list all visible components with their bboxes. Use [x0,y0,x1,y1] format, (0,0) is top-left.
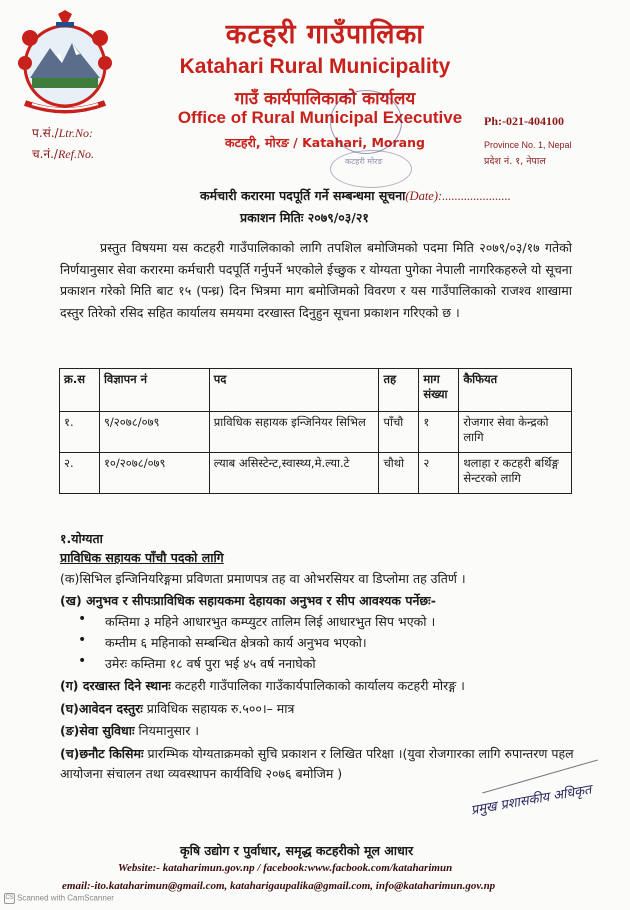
footer-slogan: कृषि उद्योग र पुर्वाधार, समृद्ध कटहरीको मूल आधार [180,843,414,858]
date-label: (Date):...................... [405,189,511,203]
table-cell: चौथो [379,453,419,494]
qualification-gha-value: प्राविधिक सहायक रु.५००।– मात्र [142,701,295,716]
qualification-nga [60,722,580,739]
table-cell: थलाहा र कटहरी बर्थिङ्ग सेन्टरको लागि [459,453,572,494]
table-row [60,453,572,494]
office-title-english: Office of Rural Municipal Executive [177,108,463,127]
camscanner-watermark [4,893,114,904]
table-cell: १०/२०७८/०७९ [99,453,209,494]
list-item: कम्तीम ६ महिनाको सम्बन्धित क्षेत्रको कार्य अनुभव भएको। [105,635,367,650]
vacancy-table [59,368,572,494]
table-cell: ९/२०७८/०७९ [99,412,209,453]
qualification-gha [60,700,580,717]
notice-body-paragraph: प्रस्तुत विषयमा यस कटहरी गाउँपालिकाको लागि तपशिल बमोजिमको पदमा मिति २०७९/०३/१७ गतेको निर्णयानुसार सेवा करारमा कर्मचारी पदपूर्ति गर्नुपर्ने भएकोले ईच्छुक र योग्यता पुगेका नेपाली नागरिकहरुले यो सूचना प्रकाशन गरेको मिति बाट १५ (पन्ध्र) दिन भित्रमा माग बमोजिमको विवरण र यस गाउँपालिकाको राजश्व शाखामा दस्तुर तिरेको रसिद सहित कार्यालय समयमा दरखास्त दिनुहुन सूचना प्रकाशन गरिएको छ । [60,240,572,320]
letter-number-label-en: Ltr.No: [58,126,93,140]
table-cell: २. [60,453,100,494]
list-item: उमेरः कम्तिमा १८ वर्ष पुरा भई ४५ वर्ष ननाघेको [105,656,316,671]
table-header-row [60,369,572,412]
table-cell: पाँचौ [379,412,419,453]
letter-number-label [32,124,93,141]
province-nepali: प्रदेश नं. १, नेपाल [484,156,546,167]
qualification-ga [60,677,580,694]
qualification-gha-label: (घ)आवेदन दस्तुरः [60,701,143,716]
official-signature: प्रमुख प्रशासकीय अधिकृत [469,782,593,819]
table-header-cell: विज्ञापन नं [99,369,209,412]
table-cell: प्राविधिक सहायक इन्जिनियर सिभिल [209,412,379,453]
table-cell: २ [419,453,459,494]
table-header-cell: तह [379,369,419,412]
stamp-text: कटहरी मोरङ [345,157,383,166]
table-header-cell: माग संख्या [419,369,459,412]
table-cell: ल्याब असिस्टेन्ट,स्वास्थ्य,मे.ल्या.टे [209,453,379,494]
qualification-cha [60,744,580,784]
footer-email: email:-ito.kataharimun@gmail.com, kataharigaupalika@gmail.com, info@kataharimun.gov.np [62,880,496,892]
reference-number-label-np: च.नं./ [32,147,58,161]
municipality-title-english: Katahari Rural Municipality [179,55,451,78]
footer-website: Website:- kataharimun.gov.np / facebook:www.facbook.com/kataharimun [118,862,453,874]
notice-subject [200,187,511,204]
qualification-nga-label: (ङ)सेवा सुविधाः [60,723,135,738]
bullet-icon: • [78,653,87,669]
qualification-ka: (क)सिभिल इन्जिनियरिङ्गमा प्रविणता प्रमाणपत्र तह वा ओभरसियर वा डिप्लोमा तह उतिर्ण । [60,571,466,586]
reference-number-label-en: Ref.No. [57,147,94,161]
municipality-title-nepali: कटहरी गाउँपालिका [225,19,425,50]
qualification-ga-value: कटहरी गाउँपालिका गाउँकार्यपालिकाको कार्यालय कटहरी मोरङ्ग । [170,678,465,693]
list-item: कम्तिमा ३ महिने आधारभुत कम्प्युटर तालिम लिई आधारभुत सिप भएको । [105,614,436,629]
qualification-heading: १.योग्यता [60,531,103,546]
office-title-nepali: गाउँ कार्यपालिकाको कार्यालय [234,89,416,109]
nepal-emblem-logo [10,8,120,118]
table-header-cell: क्र.स [60,369,100,412]
camscanner-text: Scanned with CamScanner [17,893,114,903]
qualification-nga-value: नियमानुसार । [134,723,200,738]
province-english: Province No. 1, Nepal [484,140,572,150]
table-cell: १ [419,412,459,453]
table-cell: रोजगार सेवा केन्द्रको लागि [459,412,572,453]
phone-number: Ph:-021-404100 [484,114,564,128]
reference-number-label [32,145,94,162]
camscanner-icon: CS [4,893,15,904]
qualification-ga-label: (ग) दरखास्त दिने स्थानः [60,678,171,693]
office-stamp-seal [330,90,402,154]
qualification-cha-value: प्रारम्भिक योग्यताक्रमको सुचि प्रकाशन र लिखित परिक्षा ।(युवा रोजगारका लागि रुपान्तरण पहल आयोजना संचालन तथा व्यवस्थापन कार्यविधि २०७६ बमोजिम ) [60,746,574,781]
table-row [60,412,572,453]
table-header-cell: पद [209,369,379,412]
qualification-kha: (ख) अनुभव र सीपःप्राविधिक सहायकमा देहायका अनुभव र सीप आवश्यक पर्नेछः- [60,593,436,608]
table-header-cell: कैफियत [459,369,572,412]
bullet-icon: • [78,632,87,648]
office-address: कटहरी, मोरङ / Katahari, Morang [225,135,425,150]
bullet-icon: • [78,611,87,627]
publication-date: प्रकाशन मितिः २०७९/०३/२१ [240,210,369,225]
qualification-cha-label: (च)छनौट किसिमः [60,746,144,761]
post-heading: प्राविधिक सहायक पाँचौ पदको लागि [60,550,224,565]
table-cell: १. [60,412,100,453]
notice-subject-text: कर्मचारी करारमा पदपूर्ति गर्ने सम्बन्धमा सूचना [200,188,406,203]
letter-number-label-np: प.सं./ [32,126,59,140]
